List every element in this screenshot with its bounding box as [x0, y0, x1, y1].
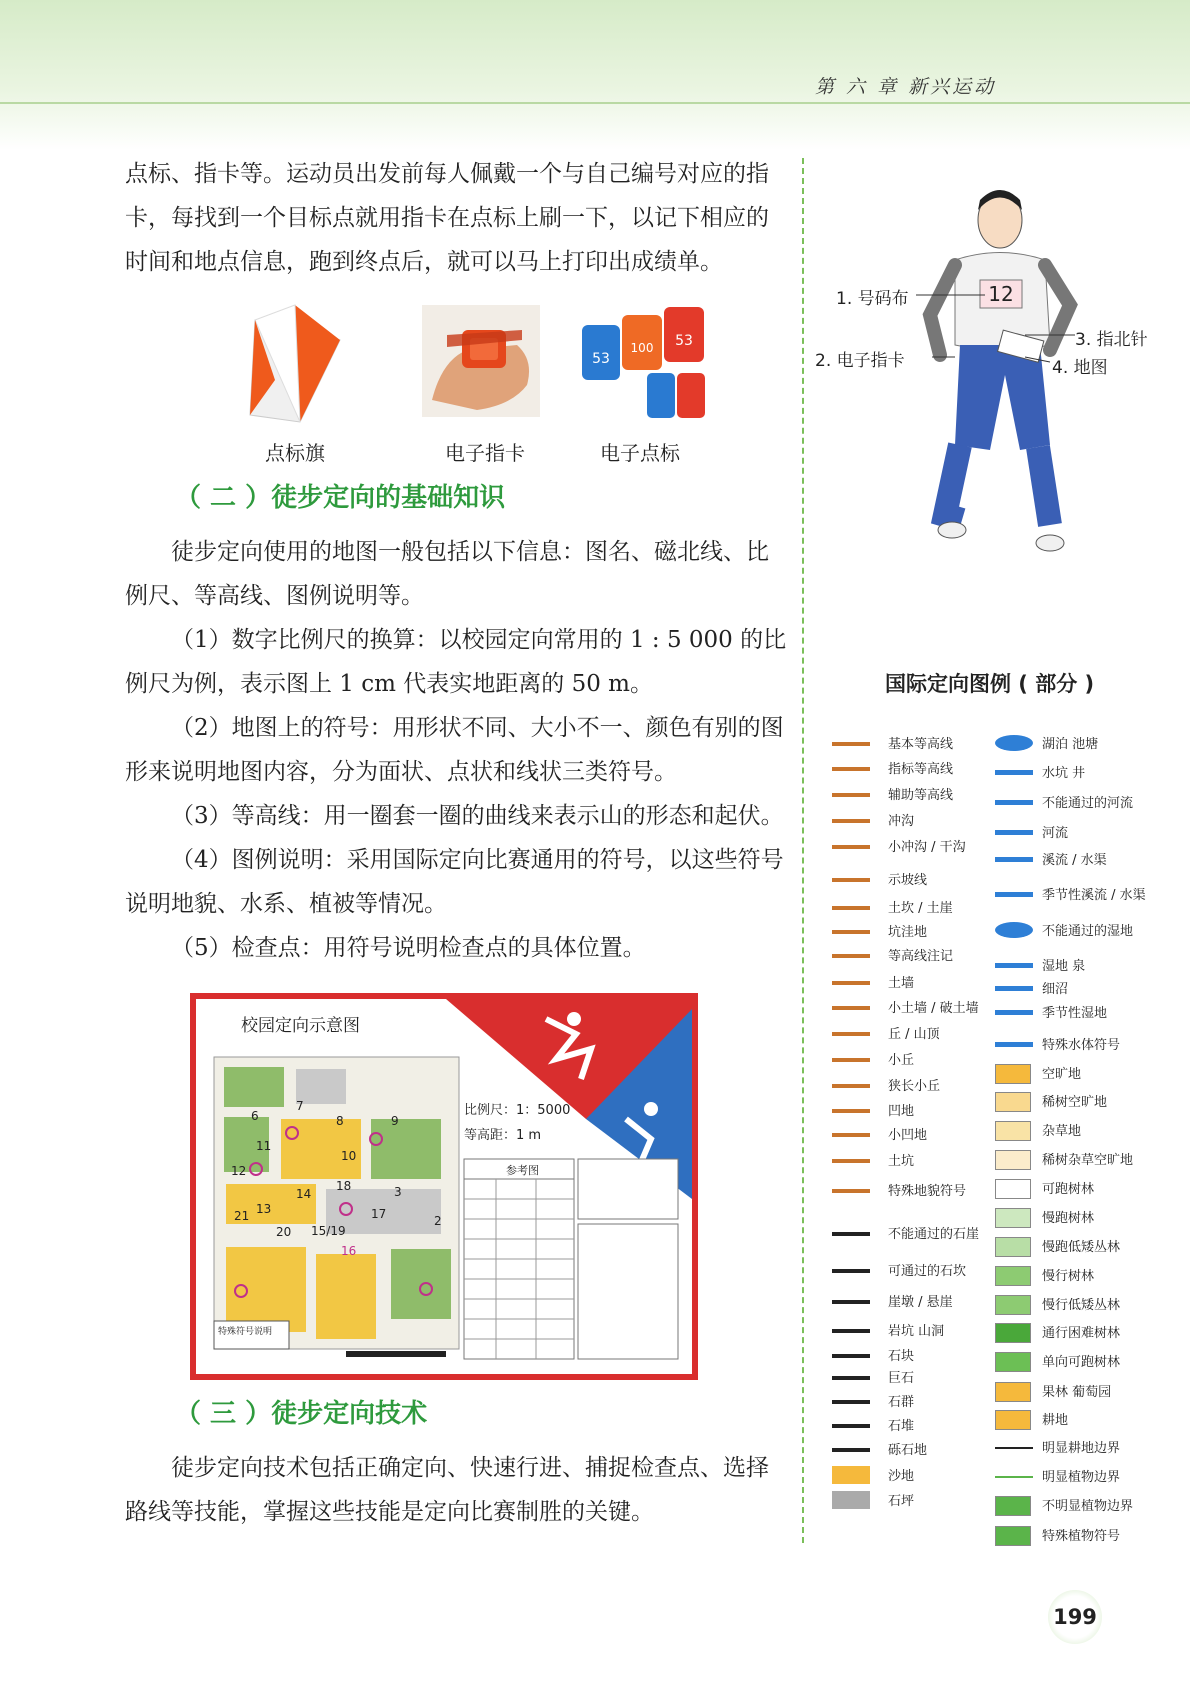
map-control-number: 2	[434, 1214, 442, 1228]
legend-left-item: 土坎 / 土崖	[888, 901, 953, 916]
station-number: 53	[675, 333, 693, 349]
legend-left-swatch	[832, 819, 870, 823]
paragraph-intro: 点标、指卡等。运动员出发前每人佩戴一个与自己编号对应的指卡，每找到一个目标点就用指卡在点标上刷一下，以记下相应的时间和地点信息，跑到终点后，就可以马上打印出成绩单。	[125, 161, 769, 275]
legend-right-item: 溪流 / 水渠	[1042, 853, 1107, 868]
legend-right-swatch	[995, 800, 1033, 805]
legend-left-item: 土墙	[888, 976, 915, 991]
legend-left-swatch	[832, 878, 870, 882]
legend-left-item: 小凹地	[888, 1128, 928, 1143]
electronic-card-figure	[422, 305, 540, 417]
page-number: 199	[1048, 1590, 1102, 1644]
legend-left-item: 岩坑 山洞	[888, 1324, 945, 1339]
legend-right-swatch	[995, 963, 1033, 968]
legend-right-item: 稀树杂草空旷地	[1042, 1153, 1134, 1168]
legend-left-item: 特殊地貌符号	[888, 1184, 967, 1199]
legend-right-swatch	[995, 1092, 1031, 1112]
map-control-number: 9	[391, 1114, 399, 1128]
legend-right-swatch	[995, 1010, 1033, 1015]
map-control-number: 8	[336, 1114, 344, 1128]
electronic-station-figure	[582, 305, 707, 423]
legend-left-swatch	[832, 1466, 870, 1484]
legend-left-swatch	[832, 1491, 870, 1509]
map-control-number: 17	[371, 1207, 387, 1221]
map-control-number: 18	[336, 1179, 352, 1193]
legend-right-item: 季节性溪流 / 水渠	[1042, 888, 1146, 903]
legend-right-item: 不明显植物边界	[1042, 1499, 1134, 1514]
legend-left-item: 小丘	[888, 1053, 915, 1068]
map-control-number: 3	[394, 1185, 402, 1199]
control-flag-figure	[245, 300, 345, 425]
legend-right-item: 可跑树林	[1042, 1182, 1095, 1197]
legend-left-swatch	[832, 930, 870, 934]
map-control-number: 10	[341, 1149, 357, 1163]
legend-right-swatch	[995, 1410, 1031, 1430]
legend-left-item: 不能通过的石崖	[888, 1227, 980, 1242]
legend-left-item: 指标等高线	[888, 762, 954, 777]
runner-label-bib: 1. 号码布	[836, 289, 909, 309]
legend-right-item: 不能通过的河流	[1042, 796, 1134, 811]
map-control-number: 6	[251, 1109, 259, 1123]
paragraph-contours: （3）等高线：用一圈套一圈的曲线来表示山的形态和起伏。	[171, 803, 784, 829]
legend-left-swatch	[832, 1448, 870, 1452]
map-control-number: 20	[276, 1225, 292, 1239]
legend-right-swatch	[995, 857, 1033, 862]
legend-right-swatch	[995, 1266, 1031, 1286]
paragraph-symbols: （2）地图上的符号：用形状不同、大小不一、颜色有别的图形来说明地图内容，分为面状、点状和线状三类符号。	[125, 715, 784, 785]
legend-right-swatch	[995, 735, 1033, 751]
legend-right-swatch	[995, 1447, 1033, 1449]
map-control-number: 15/19	[311, 1224, 346, 1238]
legend-left-swatch	[832, 742, 870, 746]
header-band	[0, 0, 1190, 150]
legend-right-swatch	[995, 770, 1033, 775]
legend-left-item: 可通过的石坎	[888, 1264, 967, 1279]
map-control-number: 7	[296, 1099, 304, 1113]
legend-right-swatch	[995, 1526, 1031, 1546]
legend-left-swatch	[832, 1133, 870, 1137]
map-control-number: 16	[341, 1244, 357, 1258]
map-control-number: 11	[256, 1139, 272, 1153]
station-number: 53	[592, 351, 610, 367]
legend-left-item: 坑洼地	[888, 925, 928, 940]
legend-left-item: 小土墙 / 破土墙	[888, 1001, 979, 1016]
legend-left-item: 小冲沟 / 干沟	[888, 840, 966, 855]
map-contour-interval: 等高距：1 m	[464, 1128, 542, 1143]
map-control-number: 14	[296, 1187, 312, 1201]
legend-left-swatch	[832, 1084, 870, 1088]
section-title-technique: （ 三 ）徒步定向技术	[175, 1399, 428, 1429]
legend-right-item: 河流	[1042, 826, 1069, 841]
legend-left-swatch	[832, 906, 870, 910]
legend-right-item: 湖泊 池塘	[1042, 737, 1099, 752]
section-title-basics: （ 二 ）徒步定向的基础知识	[175, 483, 506, 513]
station-number: 100	[630, 341, 654, 355]
legend-right-swatch	[995, 1352, 1031, 1372]
map-control-number: 12	[231, 1164, 247, 1178]
legend-right-item: 细沼	[1042, 982, 1069, 997]
legend-left-swatch	[832, 1300, 870, 1304]
legend-right-swatch	[995, 1150, 1031, 1170]
legend-left-item: 沙地	[888, 1469, 915, 1484]
legend-left-swatch	[832, 845, 870, 849]
legend-right-swatch	[995, 1237, 1031, 1257]
legend-right-item: 不能通过的湿地	[1042, 924, 1134, 939]
legend-right-item: 特殊植物符号	[1042, 1529, 1121, 1544]
legend-left-item: 石坪	[888, 1494, 915, 1509]
legend-right-item: 杂草地	[1042, 1124, 1082, 1139]
legend-left-item: 冲沟	[888, 814, 915, 829]
legend-left-swatch	[832, 1189, 870, 1193]
legend-right-item: 慢跑低矮丛林	[1042, 1240, 1121, 1255]
caption-station: 电子点标	[600, 441, 680, 465]
legend-left-item: 辅助等高线	[888, 788, 954, 803]
legend-right-swatch	[995, 1208, 1031, 1228]
legend-left-item: 砾石地	[888, 1443, 928, 1458]
legend-right-swatch	[995, 1382, 1031, 1402]
legend-left-item: 巨石	[888, 1371, 915, 1386]
legend-right-item: 明显耕地边界	[1042, 1441, 1121, 1456]
runner-label-map: 4. 地图	[1052, 358, 1108, 378]
legend-left-item: 石群	[888, 1395, 915, 1410]
legend-left-item: 崖墩 / 悬崖	[888, 1295, 953, 1310]
column-divider	[802, 158, 804, 1543]
legend-left-item: 狭长小丘	[888, 1079, 941, 1094]
legend-left-item: 等高线注记	[888, 949, 954, 964]
legend-left-swatch	[832, 1269, 870, 1273]
legend-right-swatch	[995, 1323, 1031, 1343]
legend-right-swatch	[995, 1295, 1031, 1315]
legend-right-swatch	[995, 1496, 1031, 1516]
legend-left-swatch	[832, 1376, 870, 1380]
legend-left-swatch	[832, 1232, 870, 1236]
runner-label-compass: 3. 指北针	[1075, 330, 1148, 350]
legend-left-item: 石块	[888, 1349, 915, 1364]
map-title: 校园定向示意图	[241, 1016, 360, 1036]
legend-left-item: 基本等高线	[888, 737, 954, 752]
legend-left-swatch	[832, 1159, 870, 1163]
legend-right-item: 水坑 井	[1042, 766, 1086, 781]
paragraph-legend: （4）图例说明：采用国际定向比赛通用的符号，以这些符号说明地貌、水系、植被等情况。	[125, 847, 784, 917]
legend-right-swatch	[995, 1042, 1033, 1047]
legend-left-swatch	[832, 1058, 870, 1062]
legend-title: 国际定向图例 ( 部分 )	[885, 672, 1095, 696]
runner-bib-number: 12	[988, 282, 1014, 306]
caption-flag: 点标旗	[265, 441, 325, 465]
legend-left-item: 示坡线	[888, 873, 928, 888]
map-scale: 比例尺：1：5000	[464, 1103, 571, 1118]
map-reference-label: 参考图	[506, 1164, 539, 1177]
legend-left-item: 土坑	[888, 1154, 915, 1169]
legend-left-swatch	[832, 1032, 870, 1036]
legend-left-swatch	[832, 1006, 870, 1010]
legend-right-swatch	[995, 1476, 1033, 1478]
legend-right-item: 湿地 泉	[1042, 959, 1086, 974]
legend-right-item: 耕地	[1042, 1413, 1069, 1428]
legend-right-item: 慢行树林	[1042, 1269, 1095, 1284]
map-control-number: 21	[234, 1209, 250, 1223]
header-rule	[0, 102, 1190, 104]
legend-left-item: 丘 / 山顶	[888, 1027, 940, 1042]
map-control-number: 13	[256, 1202, 272, 1216]
runner-label-card: 2. 电子指卡	[815, 351, 905, 371]
legend-right-swatch	[995, 1064, 1031, 1084]
legend-right-item: 季节性湿地	[1042, 1006, 1108, 1021]
paragraph-technique: 徒步定向技术包括正确定向、快速行进、捕捉检查点、选择路线等技能，掌握这些技能是定向比赛制胜的关键。	[125, 1455, 769, 1525]
legend-right-item: 稀树空旷地	[1042, 1095, 1108, 1110]
legend-right-item: 单向可跑树林	[1042, 1355, 1121, 1370]
paragraph-checkpoint: （5）检查点：用符号说明检查点的具体位置。	[171, 935, 646, 961]
legend-left-item: 石堆	[888, 1419, 915, 1434]
legend-left-swatch	[832, 1109, 870, 1113]
chapter-title: 第 六 章 新兴运动	[815, 76, 997, 98]
paragraph-scale: （1）数字比例尺的换算：以校园定向常用的 1 : 5 000 的比例尺为例，表示图上 1 cm 代表实地距离的 50 m。	[125, 627, 787, 697]
legend-left-swatch	[832, 767, 870, 771]
legend-right-item: 特殊水体符号	[1042, 1038, 1121, 1053]
legend-right-item: 果林 葡萄园	[1042, 1385, 1112, 1400]
legend-left-swatch	[832, 793, 870, 797]
runner-label-leaders	[900, 285, 1080, 385]
legend-right-item: 通行困难树林	[1042, 1326, 1121, 1341]
legend-left-swatch	[832, 981, 870, 985]
legend-right-item: 慢行低矮丛林	[1042, 1298, 1121, 1313]
legend-right-item: 慢跑树林	[1042, 1211, 1095, 1226]
legend-right-swatch	[995, 986, 1033, 991]
legend-right-swatch	[995, 1179, 1031, 1199]
legend-right-swatch	[995, 830, 1033, 835]
legend-right-swatch	[995, 922, 1033, 938]
legend-left-swatch	[832, 1400, 870, 1404]
legend-left-item: 凹地	[888, 1104, 915, 1119]
legend-right-swatch	[995, 892, 1033, 897]
legend-left-swatch	[832, 1329, 870, 1333]
legend-right-item: 明显植物边界	[1042, 1470, 1121, 1485]
legend-right-item: 空旷地	[1042, 1067, 1082, 1082]
campus-orienteering-map	[190, 993, 698, 1380]
legend-right-swatch	[995, 1121, 1031, 1141]
legend-left-swatch	[832, 1424, 870, 1428]
caption-card: 电子指卡	[445, 441, 525, 465]
legend-left-swatch	[832, 1354, 870, 1358]
legend-left-swatch	[832, 954, 870, 958]
paragraph-map-info: 徒步定向使用的地图一般包括以下信息：图名、磁北线、比例尺、等高线、图例说明等。	[125, 539, 769, 609]
map-legend-box-title: 特殊符号说明	[218, 1327, 273, 1337]
